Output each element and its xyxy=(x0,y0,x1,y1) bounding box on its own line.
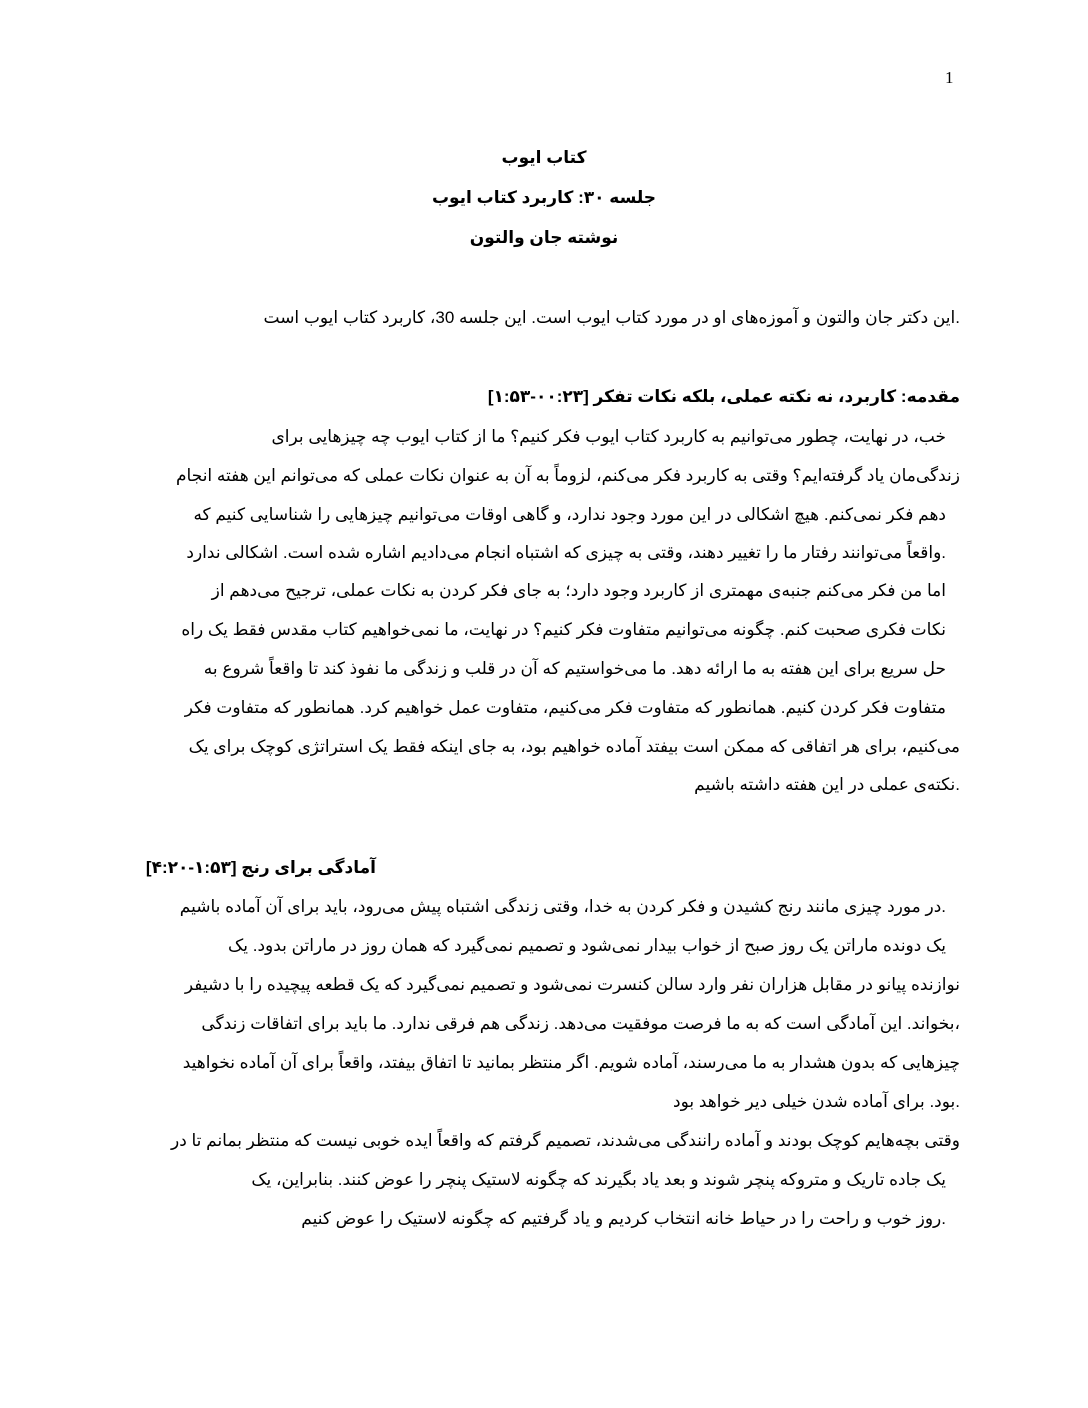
section1-line: دهم فکر نمی‌کنم. هیچ اشکالی در این مورد وجود ندارد، و گاهی اوقات می‌توانیم چیزهایی را شناسایی کنیم که xyxy=(193,505,946,524)
section-heading-intro: مقدمه: کاربرد، نه نکته عملی، بلکه نکات تفکر [۰۰:۲۳-۱:۵۳] xyxy=(487,387,960,406)
page-number: 1 xyxy=(945,68,954,87)
section1-line: حل سریع برای این هفته به ما ارائه دهد. ما می‌خواستیم که آن در قلب و زندگی ما نفوذ کند تا واقعاً شروع به xyxy=(203,659,946,678)
book-title: کتاب ایوب xyxy=(501,148,587,167)
section1-line: نکات فکری صحبت کنم. چگونه می‌توانیم متفاوت فکر کنیم؟ در نهایت، ما نمی‌خواهیم کتاب مقدس فقط یک راه xyxy=(181,620,946,639)
section1-line: خب، در نهایت، چطور می‌توانیم به کاربرد کتاب ایوب فکر کنیم؟ ما از کتاب ایوب چه چیزهایی برای xyxy=(271,427,946,446)
session-title: جلسه ۳۰: کاربرد کتاب ایوب xyxy=(431,188,657,207)
author-line: نوشته جان والتون xyxy=(469,228,619,247)
section1-line: .واقعاً می‌توانند رفتار ما را تغییر دهند، وقتی به چیزی که اشتباه انجام می‌دادیم اشاره شده است. اشکالی ندارد xyxy=(186,543,946,562)
section2-line: وقتی بچه‌هایم کوچک بودند و آماده رانندگی می‌شدند، تصمیم گرفتم که واقعاً ایده خوبی نیست که منتظر بمانم تا در xyxy=(171,1131,960,1150)
section2-line: .روز خوب و راحت را در حیاط خانه انتخاب کردیم و یاد گرفتیم که چگونه لاستیک را عوض کنیم xyxy=(301,1209,946,1228)
section2-line: .در مورد چیزی مانند رنج کشیدن و فکر کردن به خدا، وقتی زندگی اشتباه پیش می‌رود، باید برای آن آماده باشیم xyxy=(179,897,946,916)
section2-line: .بود. برای آماده شدن خیلی دیر خواهد بود xyxy=(673,1092,960,1111)
intro-paragraph: .این دکتر جان والتون و آموزه‌های او در مورد کتاب ایوب است. این جلسه 30، کاربرد کتاب ایوب است xyxy=(263,308,960,327)
section1-line: .نکته‌ی عملی در این هفته داشته باشیم xyxy=(694,775,960,794)
section2-line: نوازنده پیانو در مقابل هزاران نفر وارد سالن کنسرت نمی‌شود و تصمیم نمی‌گیرد که یک قطعه پیچیده را با دشیفر xyxy=(184,975,960,994)
section1-line: متفاوت فکر کردن کنیم. همانطور که متفاوت فکر می‌کنیم، متفاوت عمل خواهیم کرد. همانطور که متفاوت فکر xyxy=(184,698,946,717)
section1-line: زندگی‌مان یاد گرفته‌ایم؟ وقتی به کاربرد فکر می‌کنم، لزوماً به آن به عنوان نکات عملی که می‌توانم این هفته انجام xyxy=(176,466,960,485)
section2-line: ،بخواند. این آمادگی است که به ما فرصت موفقیت می‌دهد. زندگی هم فرقی ندارد. ما باید برای اتفاقات زندگی xyxy=(201,1014,960,1033)
section1-line: می‌کنیم، برای هر اتفاقی که ممکن است بیفتد آماده خواهیم بود، به جای اینکه فقط یک استراتژی کوچک برای یک xyxy=(188,737,960,756)
section2-line: چیزهایی که بدون هشدار به ما می‌رسند، آماده شویم. اگر منتظر بمانید تا اتفاق بیفتد، واقعاً برای آن آماده نخواهید xyxy=(182,1053,960,1072)
section2-line: یک دونده ماراتن یک روز صبح از خواب بیدار نمی‌شود و تصمیم نمی‌گیرد که همان روز در ماراتن بدود. یک xyxy=(228,936,946,955)
section-heading-suffering: آمادگی برای رنج [۱:۵۳-۴:۲۰] xyxy=(145,858,376,877)
section2-line: یک جاده تاریک و متروکه پنچر شوند و بعد یاد بگیرند که چگونه لاستیک پنچر را عوض کنند. بنابراین، یک xyxy=(251,1170,946,1189)
section1-line: اما من فکر می‌کنم جنبه‌ی مهمتری از کاربرد وجود دارد؛ به جای فکر کردن به نکات عملی، ترجیح می‌دهم از xyxy=(211,581,946,600)
